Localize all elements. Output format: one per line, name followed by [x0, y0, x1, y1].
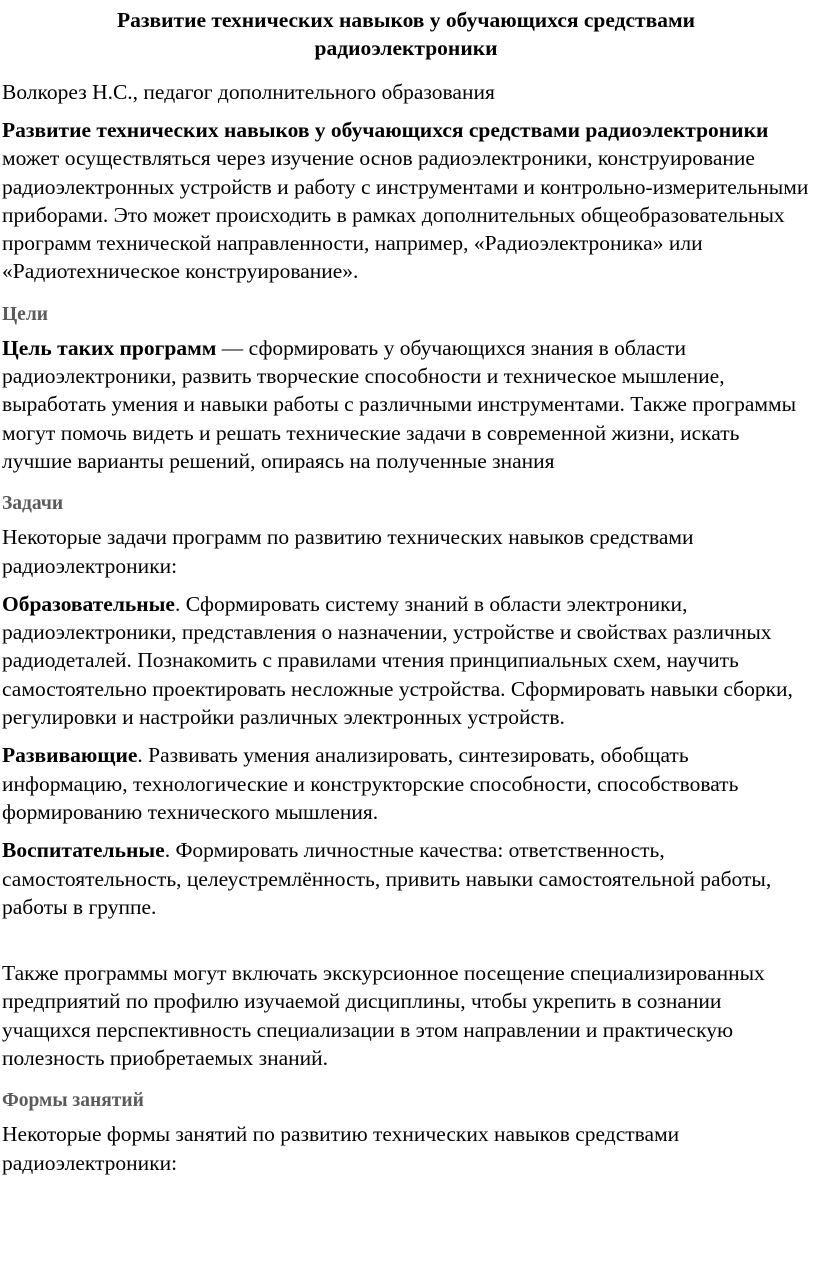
excursion-paragraph: Также программы могут включать экскурсионное посещение специализированных предприятий по профилю изучаемой дисциплины, чтобы укрепить в сознании учащихся перспективность специализации в этом направлении и практическую полезность приобретаемых знаний.: [2, 961, 765, 1071]
task-item-text: . Сформировать систему знаний в области электроники, радиоэлектроники, представления о назначении, устройстве и свойствах различных радиодеталей. Познакомить с правилами чтения принципиальных схем, научить самостоятельно проектировать несложные устройства. Сформировать навыки сборки, регулировки и настройки различных электронных устройств.: [2, 591, 793, 730]
task-item-text: . Развивать умения анализировать, синтезировать, обобщать информацию, технологические и конструкторские способности, способствовать формированию технического мышления.: [2, 743, 739, 824]
task-item-educational: [2, 590, 810, 731]
goals-text: — сформировать у обучающихся знания в области радиоэлектроники, развить творческие способности и техническое мышление, выработать умения и навыки работы с различными инструментами. Также программы могут помочь видеть и решать технические задачи в современной жизни, искать лучшие варианты решений, опираясь на полученные знания: [2, 335, 797, 473]
author-line: Волкорез Н.С., педагог дополнительного образования: [2, 80, 495, 104]
task-item-upbringing: [2, 836, 810, 921]
intro-text: может осуществляться через изучение основ радиоэлектроники, конструирование радиоэлектронных устройств и работу с инструментами и контрольно-измерительными приборами. Это может происходить в рамках дополнительных общеобразовательных программ технической направленности, например, «Радиоэлектроника» или «Радиотехническое конструирование».: [2, 146, 809, 284]
task-item-label: Развивающие: [2, 743, 138, 768]
forms-heading: Формы занятий: [2, 1090, 144, 1112]
intro-bold-lead: Развитие технических навыков у обучающихся средствами радиоэлектроники: [2, 118, 769, 142]
goals-bold-lead: Цель таких программ: [2, 335, 217, 360]
document-title: [2, 6, 810, 62]
goals-heading: Цели: [2, 303, 48, 325]
tasks-heading: Задачи: [2, 493, 64, 515]
title-line-2: радиоэлектроники: [314, 36, 498, 60]
task-item-label: Образовательные: [2, 591, 175, 616]
task-item-text: . Формировать личностные качества: ответственность, самостоятельность, целеустремлённость, привить навыки самостоятельной работы, работы в группе.: [2, 838, 772, 919]
forms-intro: Некоторые формы занятий по развитию технических навыков средствами радиоэлектроники:: [2, 1122, 680, 1175]
task-item-developmental: [2, 741, 810, 826]
task-item-label: Воспитательные: [2, 838, 165, 863]
tasks-intro: Некоторые задачи программ по развитию технических навыков средствами радиоэлектроники:: [2, 525, 694, 578]
document-page: [0, 6, 816, 1268]
intro-paragraph: [2, 116, 810, 286]
goals-paragraph: [2, 334, 810, 475]
title-line-1: Развитие технических навыков у обучающихся средствами: [116, 8, 695, 32]
